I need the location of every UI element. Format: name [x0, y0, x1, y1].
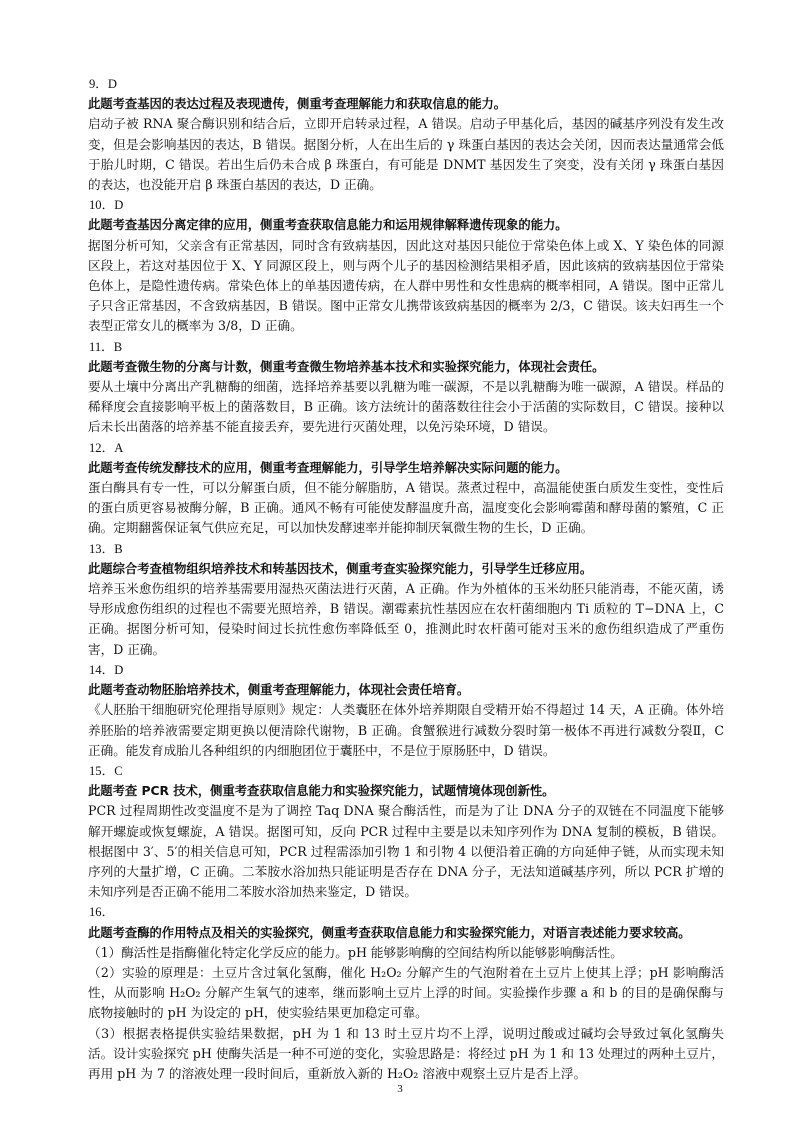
- answer-number: 11．B: [89, 339, 123, 354]
- answer-focus: 此题考查基因分离定律的应用，侧重考查获取信息能力和运用规律解释遗传现象的能力。: [88, 218, 568, 233]
- answer-part-2: （2）实验的原理是：土豆片含过氧化氢酶，催化 H₂O₂ 分解产生的气泡附着在土豆片上使其上浮；pH 影响酶活性，从而影响 H₂O₂ 分解产生氧气的速率，继而影响土豆片上浮的时间。实验操作步骤 a 和 b 的目的是确保酶与底物接触时的 pH 为设定的 pH，使实验结果更加稳定可靠。: [88, 964, 724, 1021]
- answer-10: [88, 195, 724, 336]
- answer-12: [88, 438, 724, 539]
- answer-focus: 此题综合考查植物组织培养技术和转基因技术，侧重考查实验探究能力，引导学生迁移应用。: [88, 561, 593, 576]
- answer-number: 14．D: [89, 662, 124, 677]
- answer-part-3: （3）根据表格提供实验结果数据，pH 为 1 和 13 时土豆片均不上浮，说明过酸或过碱均会导致过氧化氢酶失活。设计实验探究 pH 使酶失活是一种不可逆的变化，实验思路是：将经过 pH 为 1 和 13 处理过的两种土豆片，再用 pH 为 7 的溶液处理一段时间后，重新放入新的 H₂O₂ 溶液中观察土豆片是否上浮。: [88, 1025, 724, 1081]
- answer-9: [88, 74, 724, 195]
- answer-page: [88, 74, 724, 1084]
- answer-focus: 此题考查基因的表达过程及表现遗传，侧重考查理解能力和获取信息的能力。: [88, 97, 507, 112]
- answer-number: 9．D: [89, 77, 117, 91]
- answer-14: [88, 660, 724, 761]
- answer-15: [88, 761, 724, 902]
- answer-number: 13．B: [89, 541, 123, 556]
- answer-11: [88, 337, 724, 438]
- answer-explanation: PCR 过程周期性改变温度不是为了调控 Taq DNA 聚合酶活性，而是为了让 DNA 分子的双链在不同温度下能够解开螺旋或恢复螺旋，A 错误。据图可知，反向 PCR 过程中主要是以未知序列作为 DNA 复制的模板，B 错误。根据图中 3′、5′的相关信息可知，PCR 过程需添加引物 1 和引物 4 以便沿着正确的方向延伸子链，从而实现未知序列的大量扩增，C 正确。二苯胺水浴加热只能证明是否存在 DNA 分子，无法知道碱基序列，所以 PCR 扩增的未知序列是否正确不能用二苯胺水浴加热来鉴定，D 错误。: [88, 803, 724, 900]
- answer-explanation: 启动子被 RNA 聚合酶识别和结合后，立即开启转录过程，A 错误。启动子甲基化后，基因的碱基序列没有发生改变，但是会影响基因的表达，B 错误。据图分析，人在出生后的 γ 珠蛋白基因的表达会关闭，因而表达量通常会低于胎儿时期，C 错误。若出生后仍未合成 β 珠蛋白，有可能是 DNMT 基因发生了突变，没有关闭 γ 珠蛋白基因的表达，也没能开启 β 珠蛋白基因的表达，D 正确。: [88, 116, 724, 193]
- answer-explanation: 蛋白酶具有专一性，可以分解蛋白质，但不能分解脂肪，A 错误。蒸煮过程中，高温能使蛋白质发生变性，变性后的蛋白质更容易被酶分解，B 正确。通风不畅有可能使发酵温度升高，温度变化会影响霉菌和酵母菌的繁殖，C 正确。定期翻酱保证氧气供应充足，可以加快发酵速率并能抑制厌氧微生物的生长，D 正确。: [88, 480, 724, 536]
- answer-focus: 此题考查动物胚胎培养技术，侧重考查理解能力，体现社会责任培育。: [88, 683, 470, 698]
- answer-number: 10．D: [89, 198, 124, 213]
- answer-explanation: 培养玉米愈伤组织的培养基需要用湿热灭菌法进行灭菌，A 正确。作为外植体的玉米幼胚只能消毒，不能灭菌，诱导形成愈伤组织的过程也不需要光照培养，B 错误。潮霉素抗性基因应在农杆菌细胞内 Ti 质粒的 T−DNA 上，C 正确。据图分析可知，侵染时间过长抗性愈伤率降低至 0，推测此时农杆菌可能对玉米的愈伤组织造成了严重伤害，D 正确。: [88, 581, 724, 657]
- page-number: 3: [397, 1083, 403, 1095]
- answer-explanation: 《人胚胎干细胞研究伦理指导原则》规定：人类囊胚在体外培养期限自受精开始不得超过 14 天，A 正确。体外培养胚胎的培养液需要定期更换以便清除代谢物，B 正确。食蟹猴进行减数分裂时第一极体不再进行减数分裂Ⅱ，C 正确。能发育成胎儿各种组织的内细胞团位于囊胚中，不是位于原肠胚中，D 错误。: [88, 702, 724, 758]
- answer-13: [88, 539, 724, 660]
- answer-part-1: （1）酶活性是指酶催化特定化学反应的能力。pH 能够影响酶的空间结构所以能够影响酶活性。: [88, 944, 623, 960]
- answer-16: [88, 902, 724, 1084]
- answer-number: 15．C: [89, 763, 123, 778]
- answer-explanation: 要从土壤中分离出产乳糖酶的细菌，选择培养基要以乳糖为唯一碳源，不是以乳糖酶为唯一碳源，A 错误。样品的稀释度会直接影响平板上的菌落数目，B 正确。该方法统计的菌落数往往会小于活菌的实际数目，C 错误。接种以后未长出菌落的培养基不能直接丢弃，要先进行灭菌处理，以免污染环境，D 错误。: [88, 379, 724, 435]
- answer-explanation: 据图分析可知，父亲含有正常基因，同时含有致病基因，因此这对基因只能位于常染色体上或 X、Y 染色体的同源区段上，若这对基因位于 X、Y 同源区段上，则与两个儿子的基因检测结果相矛盾，因此该病的致病基因位于常染色体上，是隐性遗传病。常染色体上的单基因遗传病，在人群中男性和女性患病的概率相同，A 错误。图中正常儿子只含正常基因，不含致病基因，B 错误。图中正常女儿携带该致病基因的概率为 2/3，C 错误。该夫妇再生一个表型正常女儿的概率为 3/8，D 正确。: [88, 237, 724, 334]
- answer-focus: 此题考查酶的作用特点及相关的实验探究，侧重考查获取信息能力和实验探究能力，对语言表述能力要求较高。: [88, 925, 691, 940]
- answer-focus: 此题考查微生物的分离与计数，侧重考查微生物培养基本技术和实验探究能力，体现社会责任。: [88, 359, 605, 374]
- answer-number: 16．: [89, 905, 115, 920]
- answer-focus: 此题考查传统发酵技术的应用，侧重考查理解能力，引导学生培养解决实际问题的能力。: [88, 460, 568, 475]
- answer-focus: 此题考查 PCR 技术，侧重考查获取信息能力和实验探究能力，试题情境体现创新性。: [88, 784, 555, 799]
- answer-number: 12．A: [89, 440, 124, 455]
